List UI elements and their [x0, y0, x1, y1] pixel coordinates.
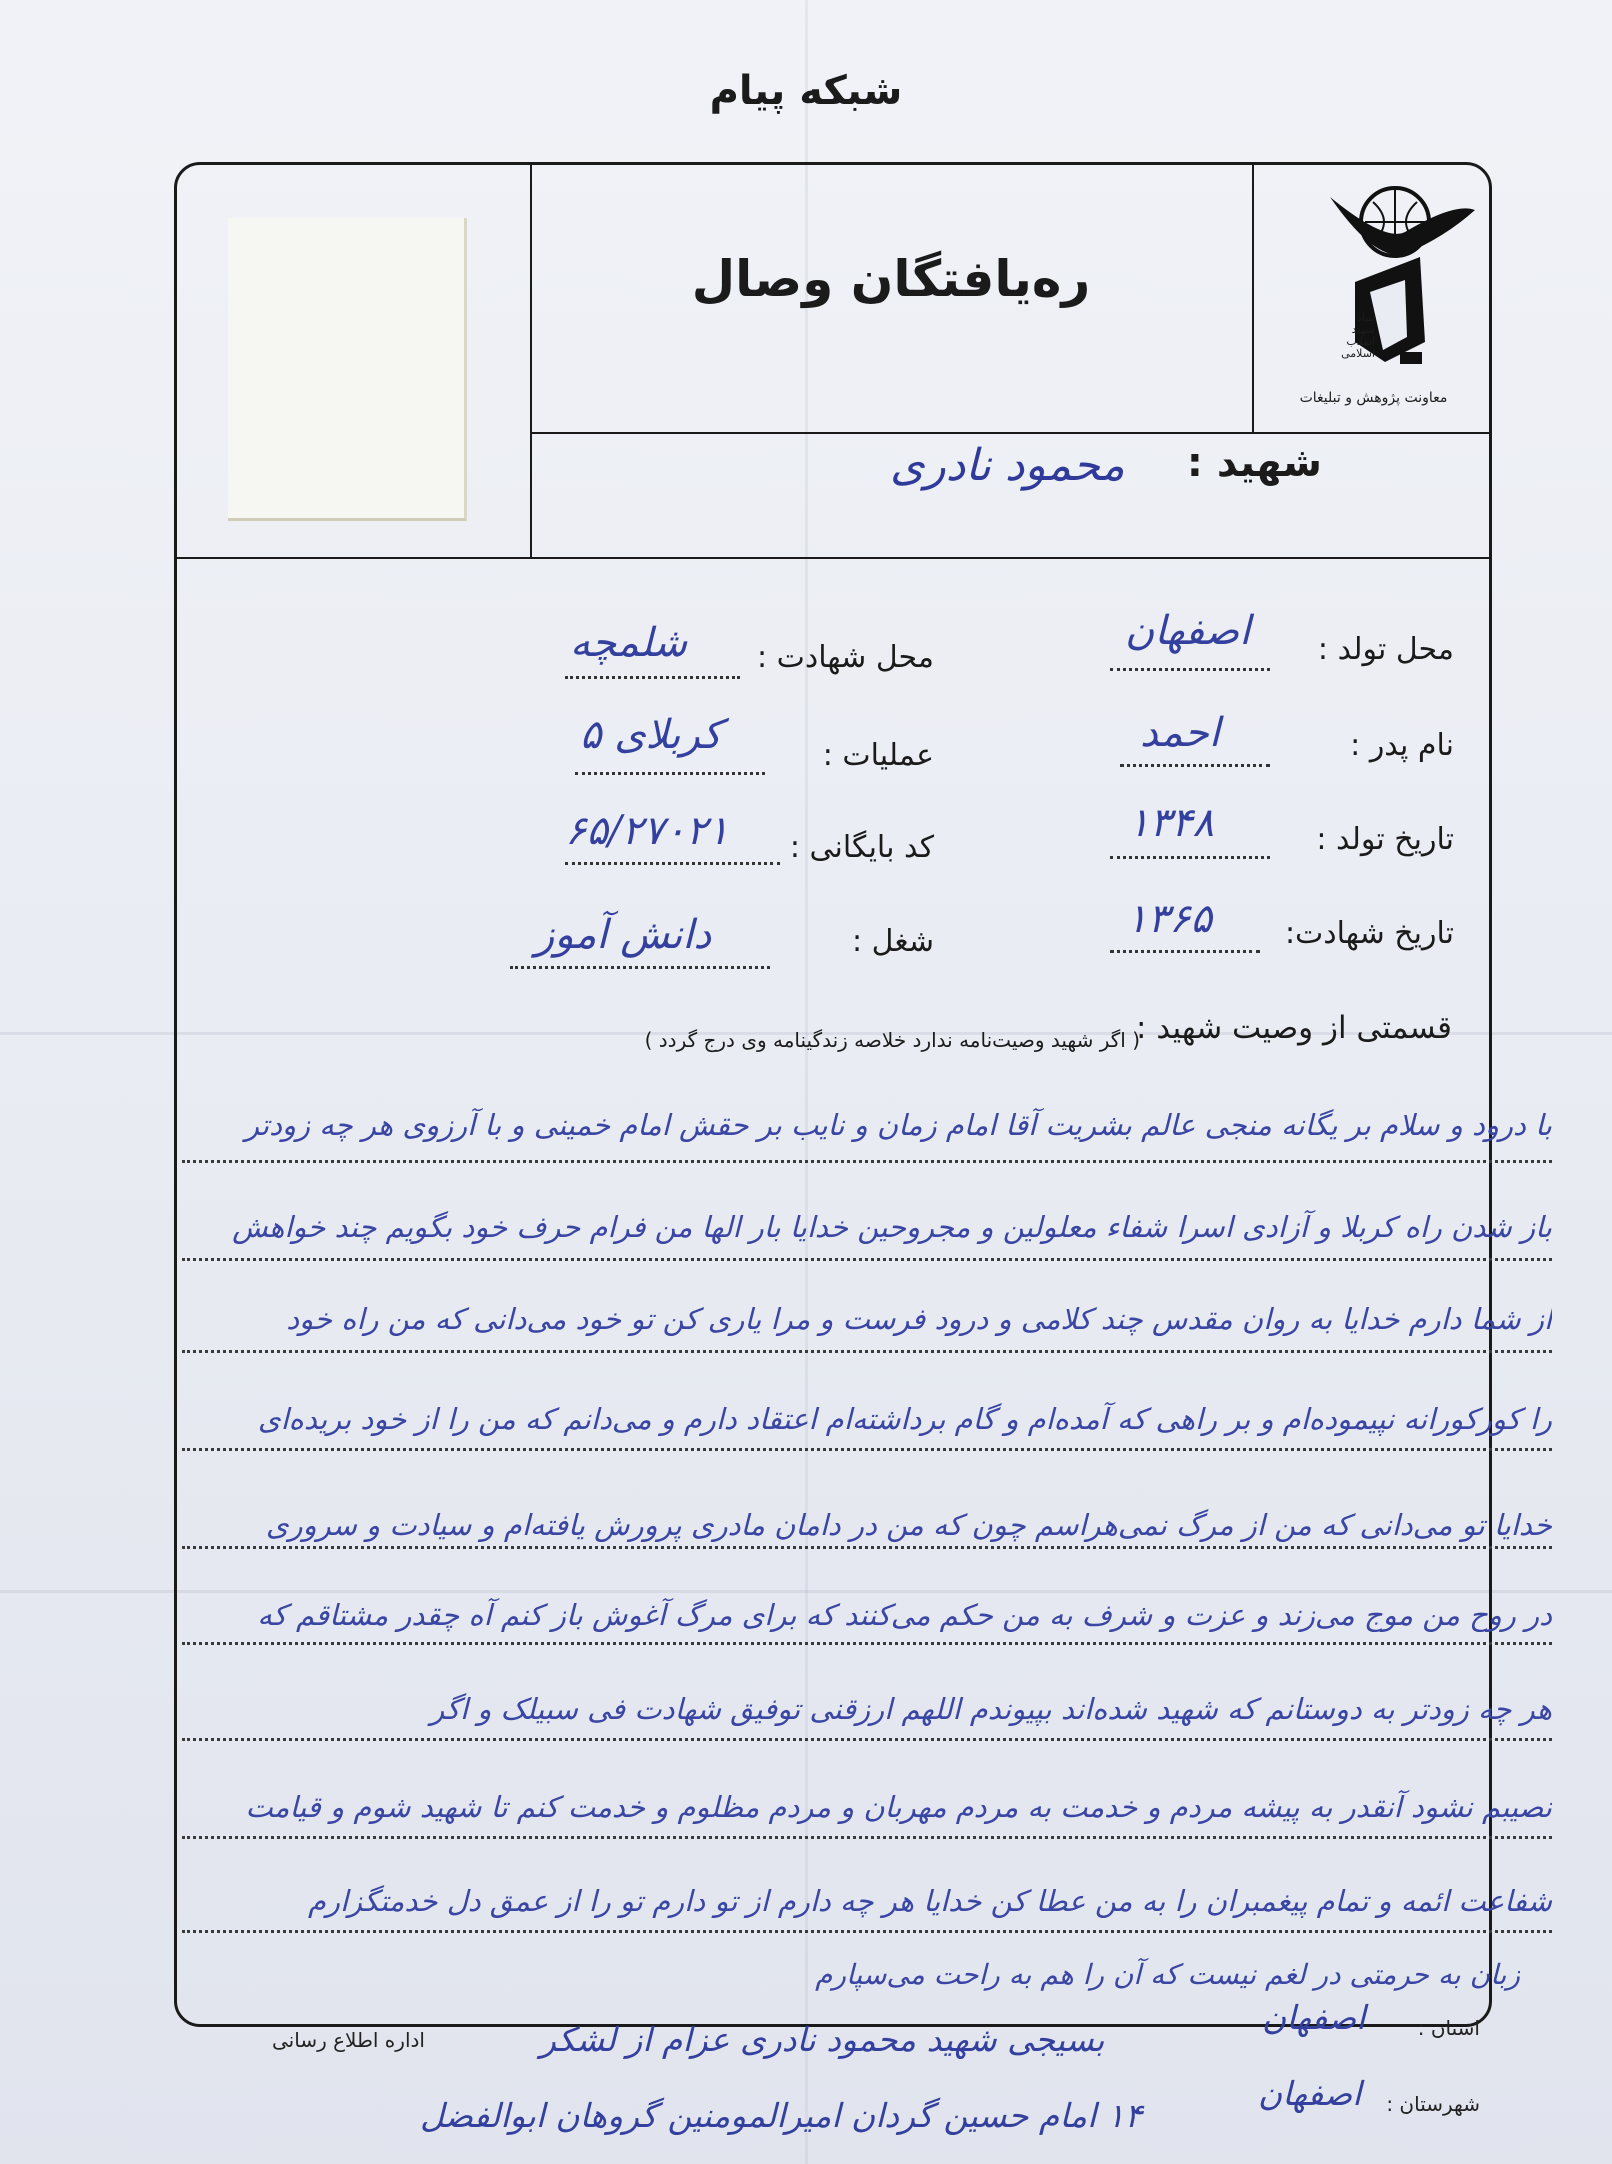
header-divider [530, 432, 1492, 434]
dotted-line [1110, 668, 1270, 671]
archive-code-label: کد بایگانی : [789, 830, 934, 865]
unit-line: ۱۴ امام حسین گردان امیرالمومنین گروهان ابوالفضل [420, 2096, 1143, 2135]
father-value: احمد [1140, 710, 1220, 756]
province-label: استان : [1417, 2016, 1480, 2040]
will-line: با درود و سلام بر یگانه منجی عالم بشریت آقا امام زمان و نایب بر حقش امام خمینی و با آرزوی هر چه زودتر [245, 1108, 1552, 1142]
will-margin-line: زبان به حرمتی در لغم نیست که آن را هم به راحت می‌سپارم [815, 1958, 1520, 1991]
dotted-rule [182, 1738, 1552, 1741]
job-value: دانش آموز [535, 912, 712, 958]
logo-caption: معاونت پژوهش و تبلیغات [1299, 390, 1448, 406]
operation-value: کربلای ۵ [580, 712, 722, 758]
dotted-rule [182, 1546, 1552, 1549]
martyr-label: شهید : [1186, 440, 1322, 486]
will-line: خدایا تو می‌دانی که من از مرگ نمی‌هراسم چون که من در دامان مادری پرورش یافته‌ام و سیادت و سروری [265, 1508, 1552, 1542]
dotted-line [565, 862, 780, 865]
office-label: اداره اطلاع رسانی [272, 2028, 425, 2052]
dotted-rule [182, 1642, 1552, 1645]
dotted-rule [182, 1930, 1552, 1933]
dotted-line [1110, 950, 1260, 953]
will-line: هر چه زودتر به دوستانم که شهید شده‌اند بپیوندم اللهم ارزقنی توفیق شهادت فی سبیلک و اگر [430, 1692, 1552, 1726]
dotted-line [1110, 856, 1270, 859]
dotted-rule [182, 1448, 1552, 1451]
will-line: شفاعت ائمه و تمام پیغمبران را به من عطا کن خدایا هر چه دارم از تو دارم تو را از عمق دل خدمتگزارم [308, 1884, 1552, 1918]
photo-placeholder [228, 218, 467, 521]
archive-code-value: ۶۵/۲۷۰۲۱ [565, 808, 729, 854]
header-divider [530, 164, 532, 559]
dotted-rule [182, 1258, 1552, 1261]
city-value: اصفهان [1258, 2074, 1362, 2113]
header-divider [1252, 164, 1254, 432]
will-line: در روح من موج می‌زند و عزت و شرف به من حکم می‌کنند که برای مرگ آغوش باز کنم آه چقدر مشتاقم که [257, 1598, 1552, 1632]
father-label: نام پدر : [1350, 728, 1454, 763]
network-title: شبکه پیام [709, 68, 903, 114]
city-label: شهرستان : [1386, 2092, 1480, 2116]
birth-place-value: اصفهان [1125, 608, 1251, 654]
will-note: ( اگر شهید وصیت‌نامه ندارد خلاصه زندگینامه وی درج گردد ) [644, 1028, 1140, 1052]
martyrdom-place-label: محل شهادت : [756, 640, 934, 675]
dotted-line [510, 966, 770, 969]
martyrdom-date-value: ۱۳۶۵ [1126, 896, 1212, 942]
birth-date-label: تاریخ تولد : [1316, 822, 1454, 857]
will-line: باز شدن راه کربلا و آزادی اسرا شفاء معلولین و مجروحین خدایا بار الها من فرام حرف خود بگویم چند خواهش [232, 1210, 1552, 1244]
birth-date-value: ۱۳۴۸ [1128, 800, 1214, 846]
martyrdom-place-value: شلمچه [570, 620, 688, 666]
will-line: از شما دارم خدایا به روان مقدس چند کلامی و درود فرست و مرا یاری کن تو خود می‌دانی که من راه خود [286, 1302, 1552, 1336]
job-label: شغل : [852, 924, 934, 959]
form-title: ره‌یافتگان وصال [691, 250, 1091, 308]
foundation-logo [1255, 162, 1492, 432]
will-line: نصیبم نشود آنقدر به پیشه مردم و خدمت به مردم مهربان و مردم مظلوم و خدمت کنم تا شهید شوم و قیامت [245, 1790, 1552, 1824]
dotted-line [565, 676, 740, 679]
unit-line: بسیجی شهید محمود نادری عزام از لشکر [540, 2020, 1105, 2059]
operation-label: عملیات : [822, 738, 934, 773]
dotted-line [1120, 764, 1270, 767]
dotted-rule [182, 1350, 1552, 1353]
logo-text: بنیاد شهید انقلاب اسلامی [1341, 311, 1375, 360]
header-divider [176, 557, 1490, 559]
dotted-line [575, 772, 765, 775]
martyrdom-date-label: تاریخ شهادت: [1284, 916, 1454, 951]
will-line: را کورکورانه نپیموده‌ام و بر راهی که آمده‌ام و گام برداشته‌ام اعتقاد دارم و می‌دانم که من را از خود بریده‌ای [257, 1402, 1552, 1436]
will-heading: قسمتی از وصیت شهید : [1135, 1010, 1452, 1046]
dotted-rule [182, 1160, 1552, 1163]
martyr-name: محمود نادری [890, 440, 1125, 491]
province-value: اصفهان [1262, 1998, 1366, 2037]
dotted-rule [182, 1836, 1552, 1839]
birth-place-label: محل تولد : [1317, 632, 1454, 667]
